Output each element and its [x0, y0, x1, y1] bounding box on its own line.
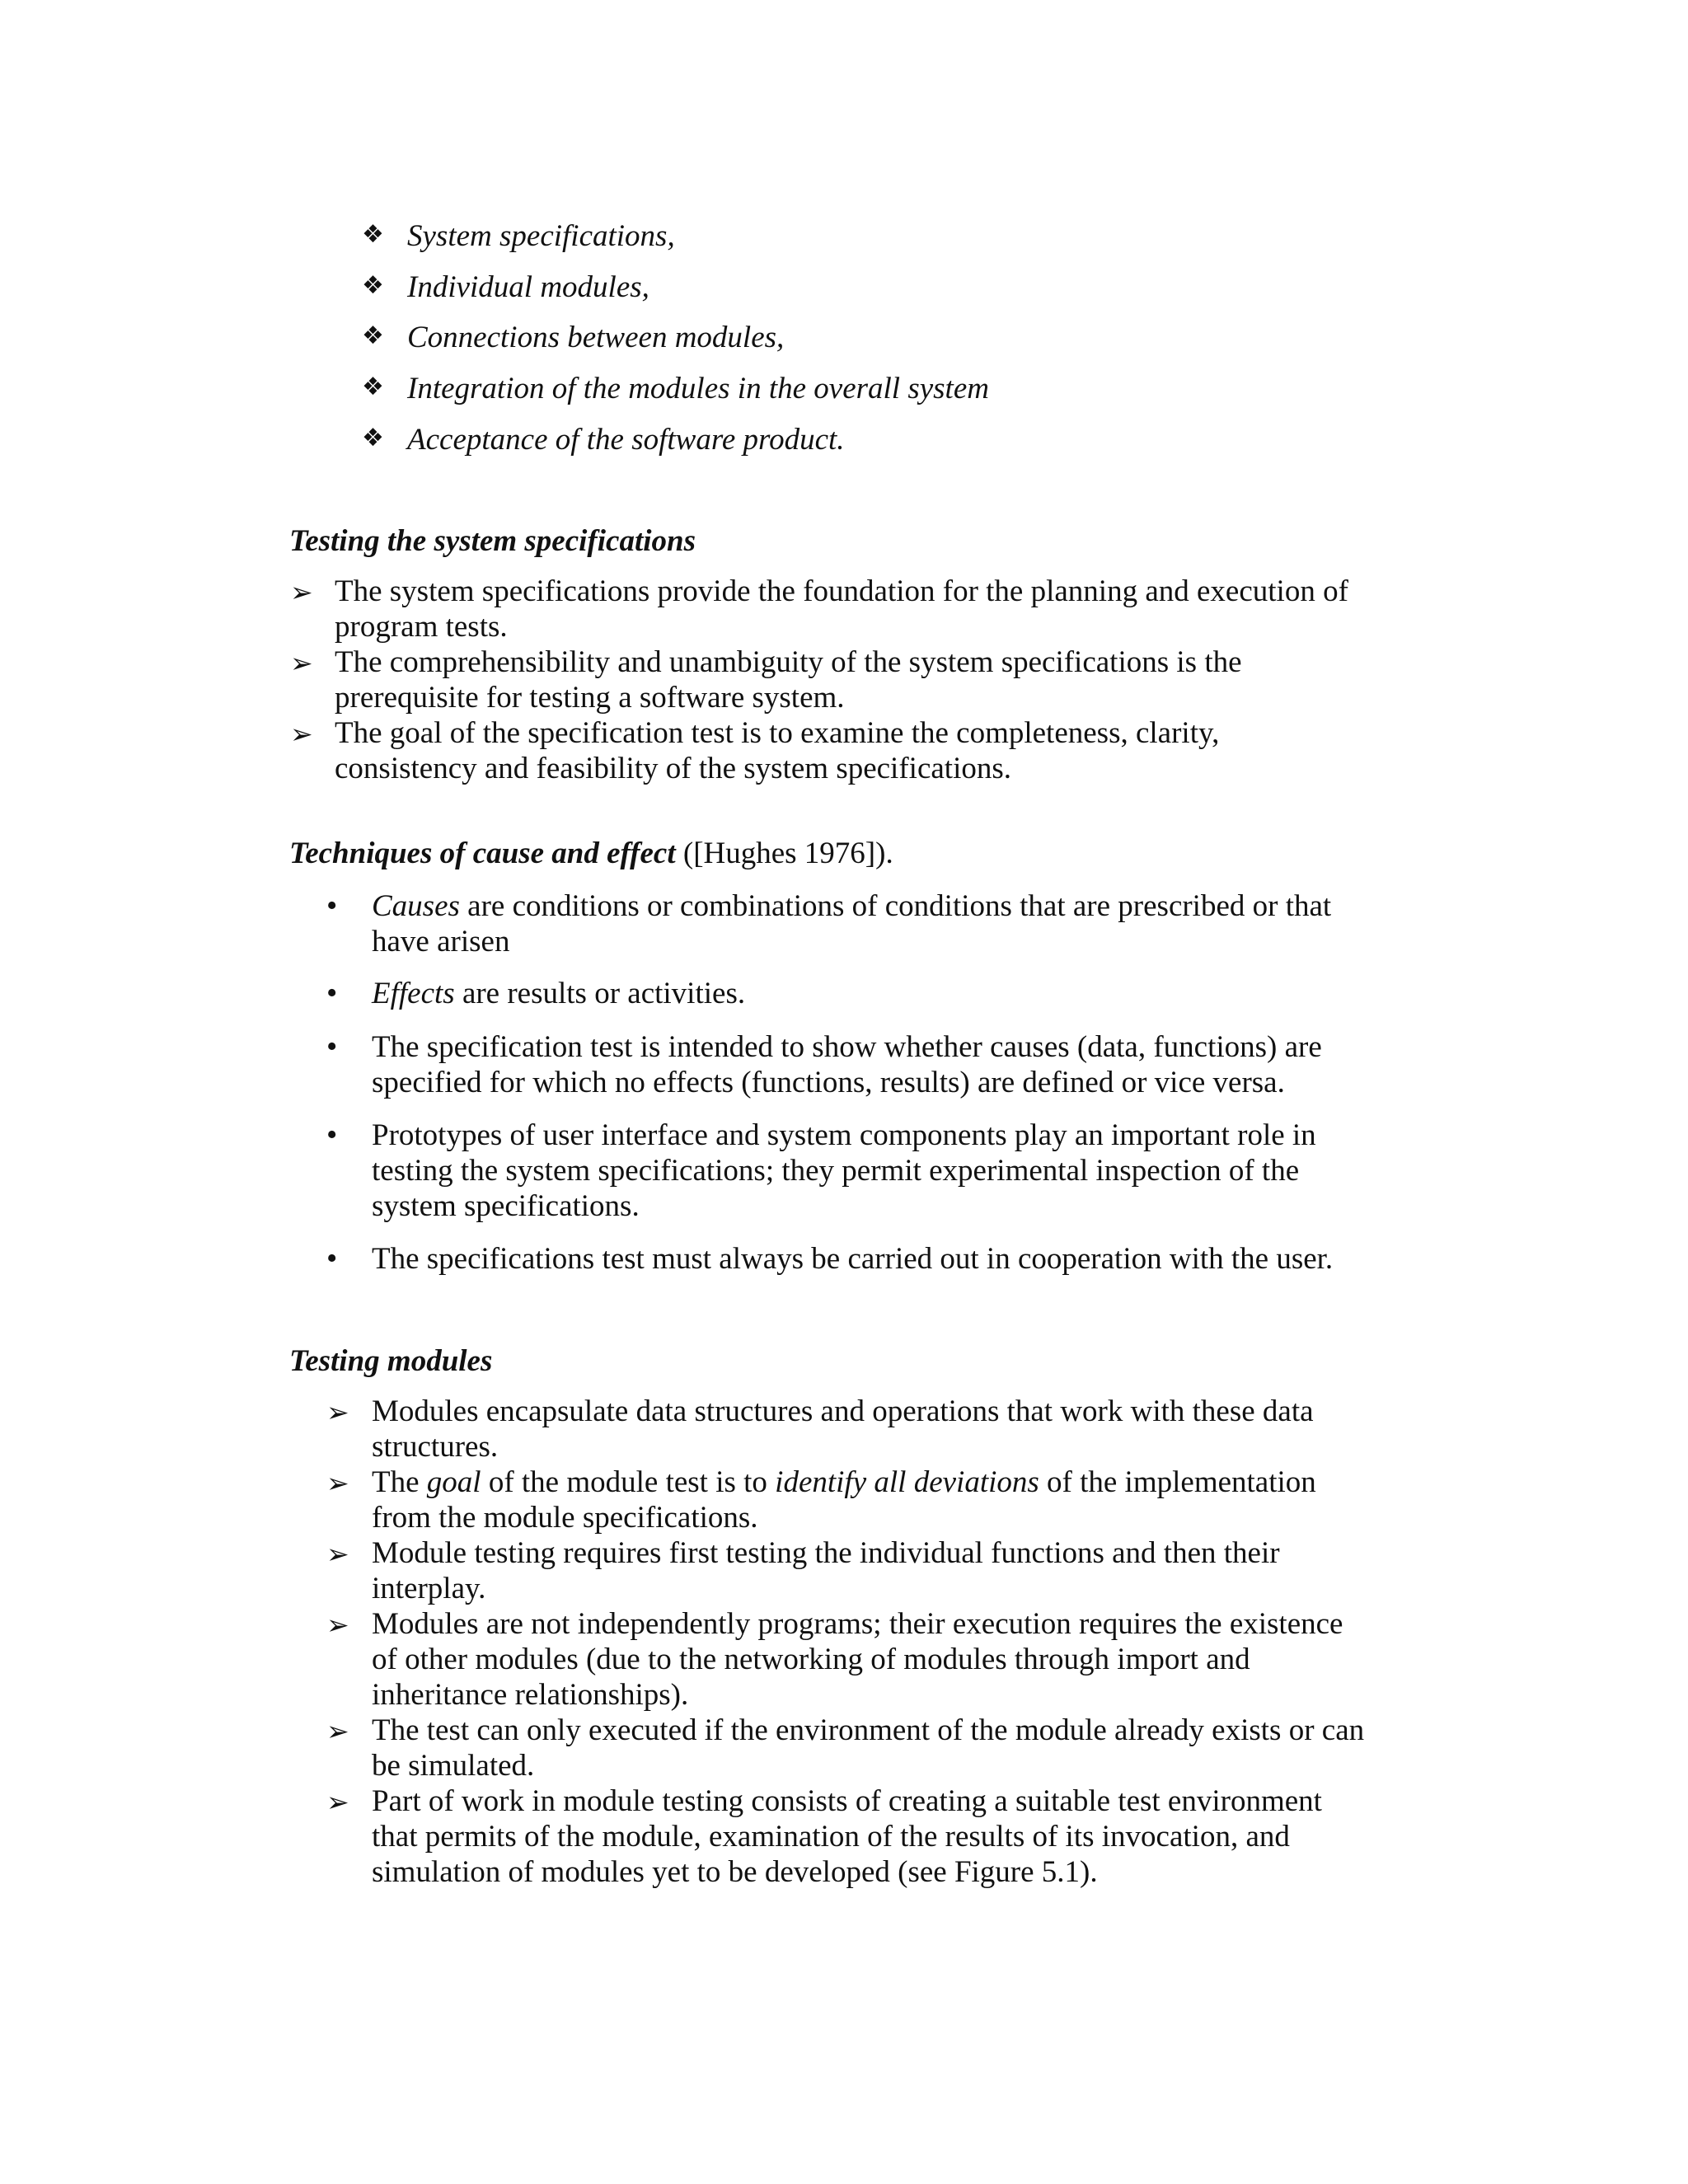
list-item-line: that permits of the module, examination of the results of its invocation, and [372, 1820, 1290, 1854]
list-item-line: interplay. [372, 1572, 486, 1605]
term: Causes [372, 889, 460, 923]
intro-item: Connections between modules, [407, 321, 785, 354]
list-item-line: The specification test is intended to show whether causes (data, functions) are [372, 1030, 1322, 1064]
section-heading: Testing the system specifications [289, 524, 696, 558]
diamond-bullet-icon: ❖ [362, 424, 384, 452]
section-heading: Testing modules [289, 1344, 493, 1378]
intro-item: Integration of the modules in the overall system [407, 372, 989, 405]
diamond-bullet-icon: ❖ [362, 373, 384, 401]
intro-item: Individual modules, [407, 270, 649, 304]
arrow-bullet-icon: ➢ [290, 718, 313, 750]
arrow-bullet-icon: ➢ [326, 1715, 349, 1747]
arrow-bullet-icon: ➢ [326, 1609, 349, 1641]
list-item-line: prerequisite for testing a software system. [335, 681, 845, 715]
section-heading-line [289, 838, 893, 869]
list-item-line: Causes are conditions or combinations of conditions that are prescribed or that [372, 889, 1332, 923]
dot-bullet-icon: • [326, 976, 338, 1010]
list-item-line: Part of work in module testing consists of creating a suitable test environment [372, 1784, 1322, 1818]
list-item-line: The specifications test must always be carried out in cooperation with the user. [372, 1242, 1334, 1276]
diamond-bullet-icon: ❖ [362, 271, 384, 300]
section-heading: Techniques of cause and effect [289, 837, 676, 870]
list-item-line: simulation of modules yet to be developed (see Figure 5.1). [372, 1855, 1098, 1889]
diamond-bullet-icon: ❖ [362, 321, 384, 350]
list-item-line: of other modules (due to the networking of modules through import and [372, 1643, 1250, 1676]
list-item-line: Module testing requires first testing the individual functions and then their [372, 1536, 1280, 1570]
intro-item: System specifications, [407, 219, 675, 253]
dot-bullet-icon: • [326, 888, 338, 923]
citation: ([Hughes 1976]). [675, 837, 893, 870]
list-item-line: Prototypes of user interface and system components play an important role in [372, 1118, 1316, 1152]
list-item-line: The system specifications provide the foundation for the planning and execution of [335, 574, 1348, 608]
dot-bullet-icon: • [326, 1118, 338, 1152]
list-item-line: have arisen [372, 925, 510, 958]
dot-bullet-icon: • [326, 1029, 338, 1064]
arrow-bullet-icon: ➢ [290, 576, 313, 608]
list-item-line: The goal of the module test is to identify all deviations of the implementation [372, 1465, 1316, 1499]
list-item-line: The goal of the specification test is to examine the completeness, clarity, [335, 716, 1220, 750]
list-item-line: specified for which no effects (functions, results) are defined or vice versa. [372, 1066, 1285, 1099]
arrow-bullet-icon: ➢ [326, 1786, 349, 1818]
list-item-line: system specifications. [372, 1189, 640, 1223]
list-item-line: structures. [372, 1430, 499, 1464]
list-item-line: Effects are results or activities. [372, 977, 746, 1010]
intro-item: Acceptance of the software product. [407, 423, 845, 457]
dot-bullet-icon: • [326, 1241, 338, 1276]
term: Effects [372, 977, 455, 1010]
arrow-bullet-icon: ➢ [326, 1467, 349, 1499]
list-item-line: Modules are not independently programs; their execution requires the existence [372, 1607, 1343, 1641]
arrow-bullet-icon: ➢ [326, 1538, 349, 1570]
list-item-line: Modules encapsulate data structures and operations that work with these data [372, 1394, 1314, 1428]
list-item-line: The comprehensibility and unambiguity of the system specifications is the [335, 645, 1242, 679]
list-item-line: inheritance relationships). [372, 1678, 689, 1712]
list-item-line: program tests. [335, 610, 508, 644]
diamond-bullet-icon: ❖ [362, 220, 384, 249]
list-item-line: The test can only executed if the environment of the module already exists or can [372, 1713, 1365, 1747]
list-item-line: from the module specifications. [372, 1501, 758, 1535]
arrow-bullet-icon: ➢ [326, 1396, 349, 1428]
list-item-line: consistency and feasibility of the system specifications. [335, 752, 1011, 785]
list-item-line: testing the system specifications; they permit experimental inspection of the [372, 1154, 1300, 1188]
arrow-bullet-icon: ➢ [290, 647, 313, 679]
list-item-line: be simulated. [372, 1749, 535, 1783]
